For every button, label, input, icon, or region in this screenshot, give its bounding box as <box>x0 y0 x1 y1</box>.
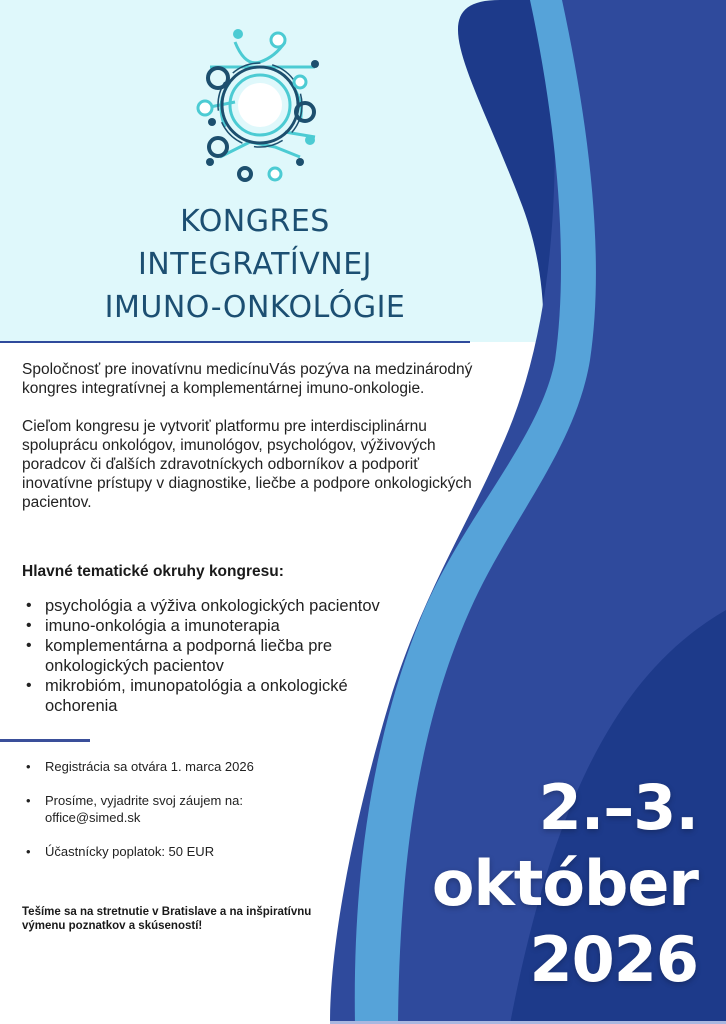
topic-item: • imuno-onkológia a imunoterapia <box>22 616 422 636</box>
topics-heading: Hlavné tematické okruhy kongresu: <box>22 563 284 580</box>
date-days: 2.–3. <box>538 771 698 844</box>
intro-text <box>22 360 492 531</box>
contact-email-link[interactable]: office@simed.sk <box>45 810 141 825</box>
title-line-2: INTEGRATÍVNEJ <box>137 247 373 282</box>
immune-network-logo-icon <box>190 12 330 182</box>
intro-paragraph-1: Spoločnosť pre inovatívnu medicínuVás pozýva na medzinárodný kongres integratívnej a komplementárnej imuno-onkologie. <box>22 361 473 397</box>
closing-text: Tešíme sa na stretnutie v Bratislave a na inšpiratívnu výmenu poznatkov a skúseností! <box>22 906 312 932</box>
congress-title <box>40 200 470 329</box>
interest-line: Prosíme, vyjadrite svoj záujem na: <box>45 793 243 808</box>
title-line-1: KONGRES <box>180 204 330 239</box>
date-year: 2026 <box>529 923 698 996</box>
fee-info: • Účastnícky poplatok: 50 EUR <box>22 843 342 860</box>
topic-item: • psychológia a výživa onkologických pacientov <box>22 596 422 616</box>
contact-info <box>22 792 342 826</box>
intro-paragraph-2: Cieľom kongresu je vytvoriť platformu pre interdisciplinárnu spoluprácu onkológov, imunológov, psychológov, výživových poradcov či ďalších zdravotníckych odborníkov a podporiť inovatívne prístupy v diagnostike, liečbe a podpore onkologických pacientov. <box>22 418 472 511</box>
section-divider <box>0 739 90 742</box>
title-line-3: IMUNO-ONKOLÓGIE <box>104 290 406 325</box>
date-month: október <box>431 847 698 920</box>
topic-item: • komplementárna a podporná liečba pre onkologických pacientov <box>22 636 422 676</box>
event-date <box>432 770 698 998</box>
topic-item: • mikrobióm, imunopatológia a onkologické ochorenia <box>22 676 422 716</box>
info-list <box>22 758 342 877</box>
topics-list <box>22 596 422 716</box>
registration-info: • Registrácia sa otvára 1. marca 2026 <box>22 758 342 775</box>
